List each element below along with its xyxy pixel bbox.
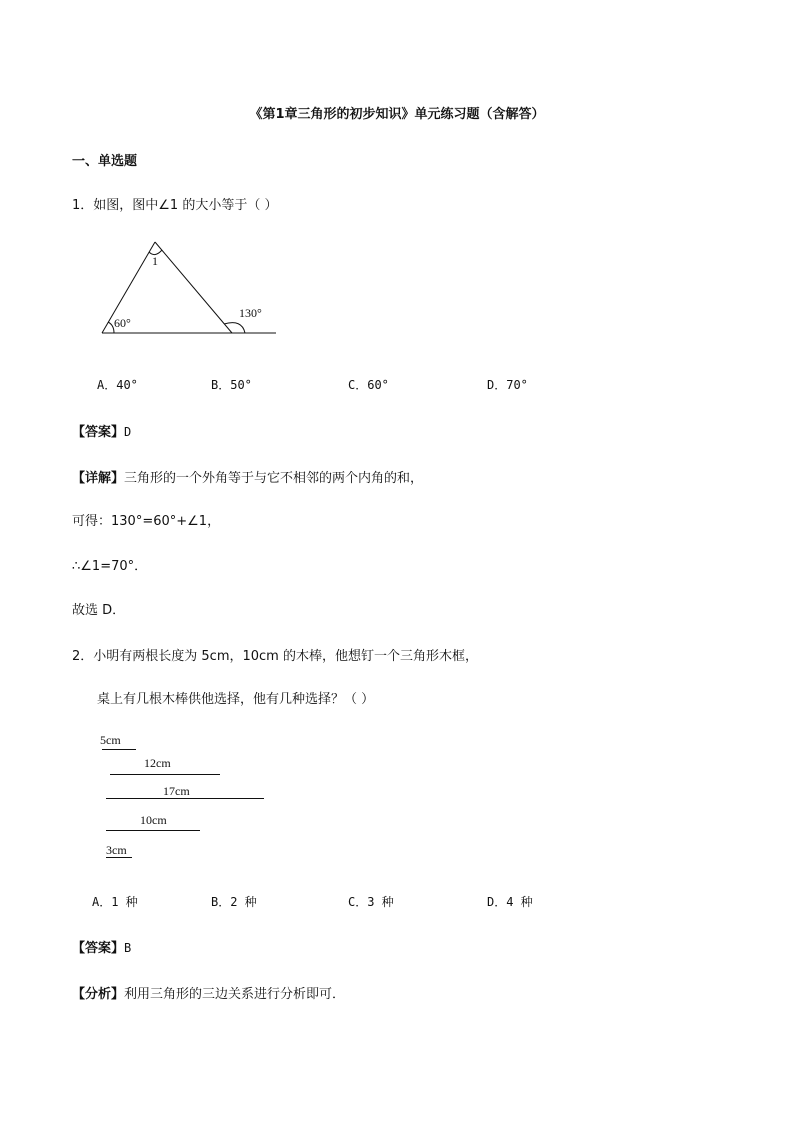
answer-value: D	[124, 425, 132, 439]
angle60-label: 60°	[114, 316, 131, 330]
q2-stem-line2: 桌上有几根木棒供他选择，他有几种选择？（ ）	[97, 692, 375, 707]
q1-step2: ∴∠1=70°．	[72, 559, 148, 574]
q1-conclusion: 故选 D．	[72, 603, 126, 618]
angle130-label: 130°	[239, 306, 262, 320]
stick-5cm	[102, 749, 136, 750]
q1-step1: 可得：130°=60°+∠1，	[72, 514, 221, 529]
stick-17cm	[106, 798, 264, 799]
angle1-label: 1	[152, 254, 158, 268]
q2-answer	[72, 937, 131, 956]
answer-value: B	[124, 941, 132, 955]
right-side	[155, 242, 232, 333]
analysis-tag: 【分析】	[72, 987, 125, 1002]
page-title: 《第1章三角形的初步知识》单元练习题（含解答）	[249, 107, 545, 122]
detail-tag: 【详解】	[72, 471, 125, 486]
q1-option-a: A．40°	[97, 378, 138, 392]
stick-10cm	[106, 830, 200, 831]
q2-option-c: C．3 种	[348, 895, 394, 909]
stick-3cm	[106, 857, 132, 858]
stick-12cm	[110, 774, 220, 775]
q2-stem-line1: 2．小明有两根长度为 5cm，10cm 的木棒，他想钉一个三角形木框，	[72, 649, 478, 664]
stick-10cm-label: 10cm	[140, 813, 167, 827]
q2-option-d: D．4 种	[487, 895, 533, 909]
q1-triangle-figure	[96, 236, 286, 340]
q1-stem: 1．如图，图中∠1 的大小等于（ ）	[72, 198, 278, 213]
stick-3cm-label: 3cm	[106, 843, 127, 857]
section-heading: 一、单选题	[72, 154, 138, 169]
stick-5cm-label: 5cm	[100, 733, 121, 747]
detail-text: 三角形的一个外角等于与它不相邻的两个内角的和，	[124, 471, 424, 486]
q2-sticks-figure	[98, 730, 278, 860]
q1-option-c: C．60°	[348, 378, 389, 392]
analysis-text: 利用三角形的三边关系进行分析即可．	[124, 987, 346, 1002]
q2-option-a: A．1 种	[92, 895, 138, 909]
stick-12cm-label: 12cm	[144, 756, 171, 770]
q2-option-b: B．2 种	[211, 895, 257, 909]
stick-17cm-label: 17cm	[163, 784, 190, 798]
q1-option-d: D．70°	[487, 378, 528, 392]
answer-tag: 【答案】	[72, 425, 125, 440]
q1-answer	[72, 421, 131, 440]
q1-option-b: B．50°	[211, 378, 252, 392]
q1-detail	[72, 467, 423, 486]
answer-tag: 【答案】	[72, 941, 125, 956]
q2-analysis	[72, 983, 345, 1002]
